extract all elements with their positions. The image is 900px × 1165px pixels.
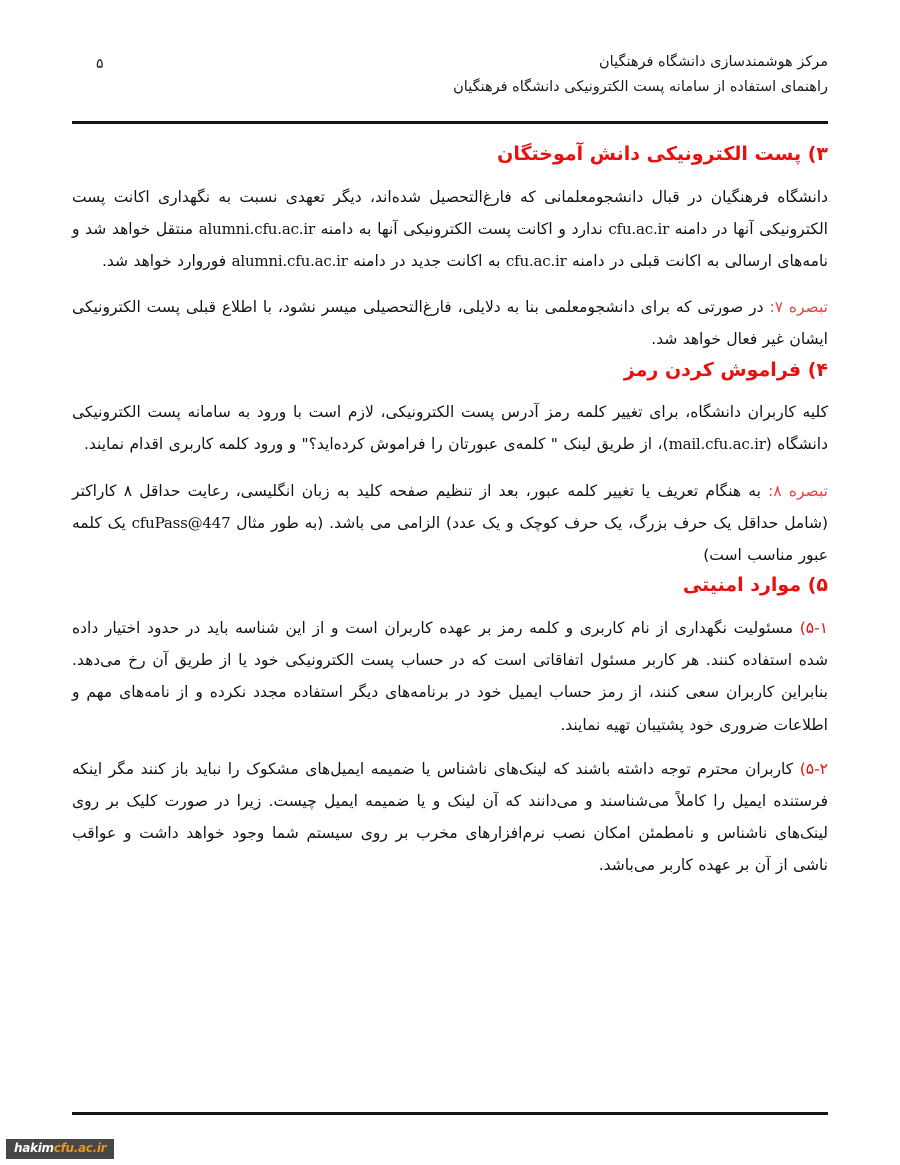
- section-5-item-1: [72, 612, 828, 741]
- section-3-text-b: ندارد و اکانت پست الکترونیکی آنها به دامنه: [314, 219, 609, 238]
- page-header: [72, 50, 828, 112]
- password-example: cfuPass@447: [131, 513, 231, 532]
- note-text-8-b: یک کلمه عبور مناسب است): [72, 513, 828, 565]
- header-divider-rule: [72, 121, 828, 124]
- note-text-8-a: به هنگام تعریف یا تغییر کلمه عبور، بعد از تنظیم صفحه کلید به زبان انگلیسی، رعایت حداقل ۸ کاراکتر (شامل حداقل یک حرف بزرگ، یک حرف کوچک و یک عدد) الزامی می باشد. (به طور مثال: [72, 481, 828, 532]
- section-3-text-a: دانشگاه فرهنگیان در قبال دانشجومعلمانی که فارغ‌التحصیل شده‌اند، دیگر تعهدی نسبت به نگهداری اکانت پست الکترونیکی آنها در دامنه: [72, 187, 828, 238]
- section-heading-4: ۴) فراموش کردن رمز: [623, 358, 828, 381]
- header-title-block: [453, 50, 828, 101]
- section-heading-5: ۵) موارد امنیتی: [682, 574, 828, 597]
- note-label-8: تبصره ۸:: [768, 481, 828, 500]
- section-4-paragraph: [72, 396, 828, 460]
- domain-mail-cfu-ac-ir: mail.cfu.ac.ir: [668, 435, 766, 454]
- domain-alumni-cfu-ac-ir-2: alumni.cfu.ac.ir: [231, 251, 348, 270]
- domain-cfu-ac-ir-1: cfu.ac.ir: [608, 219, 670, 238]
- note-label-7: تبصره ۷:: [769, 298, 828, 317]
- watermark-text-hakim: hakim: [14, 1140, 54, 1155]
- footer-divider-rule: [72, 1112, 828, 1115]
- section-5-item-2: [72, 753, 828, 882]
- section-3-note: [72, 291, 828, 355]
- domain-alumni-cfu-ac-ir-1: alumni.cfu.ac.ir: [198, 219, 315, 238]
- section-3-text-e: فوروارد خواهد شد.: [101, 251, 232, 270]
- section-4-text-b: )، از طریق لینک " کلمه‌ی عبورتان را فراموش کرده‌اید؟" و ورود کلمه کاربری اقدام نمایند.: [83, 435, 669, 454]
- page-number: ۵: [96, 56, 104, 72]
- item-text-5-2: کاربران محترم توجه داشته باشند که لینک‌های ناشناس یا ضمیمه ایمیل‌های مشکوک را نباید باز کنند مگر اینکه فرستنده ایمیل را کاملاً می‌شناسند و می‌دانند که آن لینک و یا ضمیمه ایمیل چیست. زیرا در صورت کلیک بر روی لینک‌های ناشناس و نامطمئن امکان نصب نرم‌افزارهای مخرب بر روی سیستم شما وجود خواهد داشت و عواقب ناشی از آن بر عهده کاربر می‌باشد.: [72, 759, 828, 875]
- header-line-organization: مرکز هوشمندسازی دانشگاه فرهنگیان: [599, 54, 828, 70]
- section-3-text-d: به اکانت جدید در دامنه: [347, 251, 506, 270]
- section-3-paragraph: [72, 181, 828, 278]
- watermark-text-domain: cfu.ac.ir: [53, 1140, 107, 1155]
- header-line-subtitle: راهنمای استفاده از سامانه پست الکترونیکی دانشگاه فرهنگیان: [453, 79, 828, 96]
- section-heading-3: ۳) پست الکترونیکی دانش آموختگان: [497, 143, 828, 165]
- item-text-5-1: مسئولیت نگهداری از نام کاربری و کلمه رمز بر عهده کاربران است و از این شناسه باید در حدود اختیار داده شده استفاده کنند. هر کاربر مسئول اتفاقاتی است که در حساب پست الکترونیکی خود یا از طریق آن رخ می‌دهد. بنابراین کاربران سعی کنند، از رمز حساب ایمیل خود در برنامه‌های دیگر استفاده مجدد نکرده و از نامه‌های مهم و اطلاعات ضروری خود پشتیبان تهیه نمایند.: [72, 618, 828, 734]
- section-4-note: [72, 475, 828, 572]
- domain-cfu-ac-ir-2: cfu.ac.ir: [505, 251, 567, 270]
- document-body: [72, 140, 828, 882]
- note-text-7: در صورتی که برای دانشجومعلمی بنا به دلایلی، فارغ‌التحصیلی میسر نشود، با اطلاع قبلی پست الکترونیکی ایشان غیر فعال خواهد شد.: [72, 298, 828, 349]
- watermark-badge: [6, 1139, 114, 1159]
- item-number-5-2: ۵-۲): [799, 759, 828, 778]
- section-4-text-a: کلیه کاربران دانشگاه، برای تغییر کلمه رمز آدرس پست الکترونیکی، لازم است با ورود به سامانه پست الکترونیکی دانشگاه (: [72, 403, 828, 454]
- item-number-5-1: ۵-۱): [799, 618, 828, 637]
- section-3-text-c: منتقل خواهد شد و نامه‌های ارسالی به اکانت قبلی در دامنه: [72, 219, 828, 270]
